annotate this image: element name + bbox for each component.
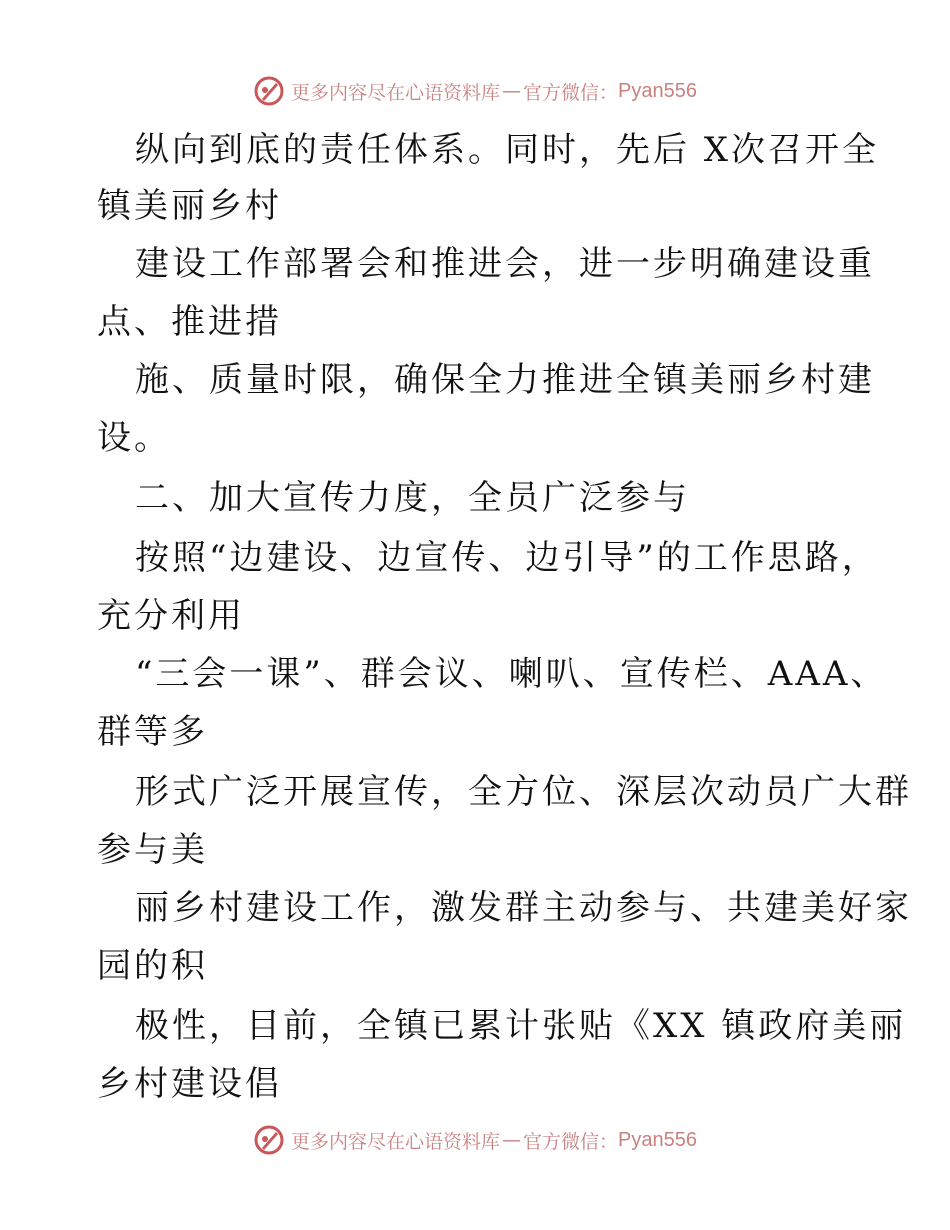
body-line: “三会一课”、群会议、喇叭、宣传栏、AAA、 [135,654,888,694]
header-watermark-text: 更多内容尽在心语资料库 [291,81,501,104]
body-line: 施、质量时限，确保全力推进全镇美丽乡村建 [135,360,875,400]
body-line: 群等多 [97,712,208,752]
red-quill-seal-icon [253,1124,285,1156]
header-wechat-id: Pyan556 [618,79,697,102]
body-line: 园的积 [97,946,208,986]
footer-separator: — [502,1129,522,1151]
body-line: 乡村建设倡 [97,1064,282,1104]
footer-wechat-id: Pyan556 [618,1128,697,1151]
header-wechat-label: 官方微信： [523,81,619,104]
body-line: 点、推进措 [97,302,282,342]
header-separator: — [502,80,522,102]
body-line: 丽乡村建设工作，激发群主动参与、共建美好家 [135,888,912,928]
body-line: 建设工作部署会和推进会，进一步明确建设重 [135,244,875,284]
footer-watermark-text: 更多内容尽在心语资料库 [291,1130,501,1153]
body-line: 形式广泛开展宣传，全方位、深层次动员广大群 [135,772,912,812]
body-line: 参与美 [97,830,208,870]
body-line: 按照“边建设、边宣传、边引导”的工作思路， [135,538,879,578]
footer-wechat-label: 官方微信： [523,1130,619,1153]
body-line: 二、加大宣传力度，全员广泛参与 [135,478,690,518]
body-line: 设。 [97,418,171,458]
body-line: 极性，目前，全镇已累计张贴《XX 镇政府美丽 [135,1006,907,1046]
red-quill-seal-icon [253,75,285,107]
footer-watermark [0,1120,950,1160]
body-line: 纵向到底的责任体系。同时，先后 X次召开全 [135,130,880,170]
body-line: 镇美丽乡村 [97,186,282,226]
body-line: 充分利用 [97,596,245,636]
header-watermark [0,71,950,111]
